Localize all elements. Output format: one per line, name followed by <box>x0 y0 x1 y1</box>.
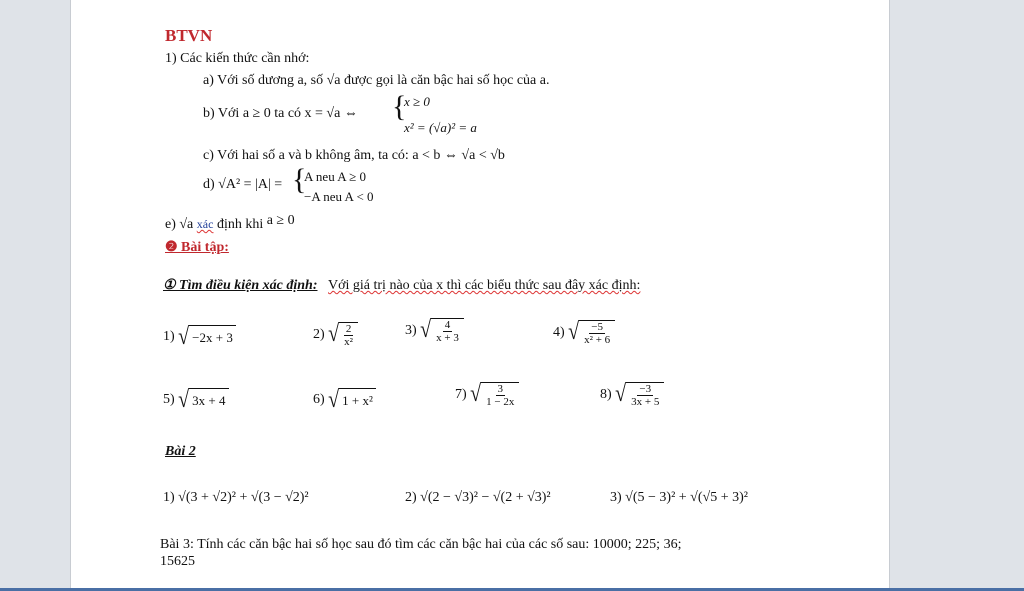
item-2-num: 2) <box>313 327 325 343</box>
item-3-denominator: x + 3 <box>436 332 459 344</box>
item-7: 7) √ $\frac{3}{1 - 2x}$ <box>455 382 519 408</box>
brace-b: { <box>392 90 407 123</box>
bai2-expr-2: 2) √(2 − √3)² − √(2 + √3)² <box>405 490 551 505</box>
doc-title: BTVN <box>165 26 213 45</box>
item-8-denominator: 3x + 5 <box>631 396 660 408</box>
item-4: 4) √ $\frac{-5}{\text{x² + 6}}$ <box>553 320 615 346</box>
item-2: 2) √ $\frac{2}{\text{x²}}$ <box>313 322 358 348</box>
item-3-num: 3) <box>405 323 417 339</box>
item-1-expr: −2x + 3 <box>189 325 236 349</box>
item-7-denominator: 1 − 2x <box>486 396 515 408</box>
item-5-num: 5) <box>163 392 175 408</box>
rule-e <box>165 213 295 233</box>
item-4-num: 4) <box>553 325 565 341</box>
item-5: 5) √ 3x + 4 <box>163 388 229 412</box>
rule-d-case2: −A neu A < 0 <box>304 189 374 204</box>
item-5-expr: 3x + 4 <box>189 388 228 412</box>
bai3-line1: Bài 3: Tính các căn bậc hai số học sau đó tìm các căn bậc hai của các số sau: 10000; 225; 36; <box>160 537 682 552</box>
rule-b: b) Với a ≥ 0 ta có x = √a ⇔ <box>203 106 358 121</box>
item-3: 3) √ $\frac{4}{x + 3}$ <box>405 318 464 344</box>
brace-d: { <box>292 163 307 196</box>
section-knowledge: 1) Các kiến thức cần nhớ: <box>165 51 310 66</box>
item-6-expr: 1 + x² <box>339 388 376 412</box>
item-1: 1) √ −2x + 3 <box>163 325 236 349</box>
rule-e-post: định khi <box>216 217 264 232</box>
item-2-denominator: x² <box>344 336 353 348</box>
bai3-line2: 15625 <box>160 554 195 569</box>
item-6: 6) √ 1 + x² <box>313 388 376 412</box>
item-6-num: 6) <box>313 392 325 408</box>
item-1-num: 1) <box>163 329 175 345</box>
rule-e-pre: e) √a <box>165 217 194 232</box>
item-4-numerator: −5 <box>591 321 604 333</box>
item-4-denominator: x² + 6 <box>584 334 611 346</box>
item-7-num: 7) <box>455 387 467 403</box>
task1-label: ① Tìm điều kiện xác định: <box>163 278 318 293</box>
bai2-heading: Bài 2 <box>165 444 196 459</box>
task1-text: Với giá trị nào của x thì các biểu thức sau đây xác định: <box>328 278 641 293</box>
item-3-numerator: 4 <box>444 319 451 331</box>
item-8-numerator: −3 <box>639 383 652 395</box>
item-2-numerator: 2 <box>345 323 352 335</box>
rule-b-case1: x ≥ 0 <box>404 94 430 109</box>
task1-line <box>163 278 640 294</box>
item-8: 8) √ $\frac{-3}{3x + 5}$ <box>600 382 664 408</box>
bai2-expr-3: 3) √(5 − 3)² + √(√5 + 3)² <box>610 490 748 505</box>
rule-b-case2: x² = (√a)² = a <box>404 120 477 135</box>
rule-a: a) Với số dương a, số √a được gọi là căn bậc hai số học của a. <box>203 73 550 88</box>
item-8-num: 8) <box>600 387 612 403</box>
rule-c: c) Với hai số a và b không âm, ta có: a < b ⇔ √a < √b <box>203 148 505 163</box>
item-7-numerator: 3 <box>497 383 504 395</box>
rule-d: d) √A² = |A| = <box>203 177 283 192</box>
rule-e-cond: a ≥ 0 <box>266 213 295 228</box>
rule-e-mid: xác <box>196 217 214 231</box>
exercise-heading: ❷ Bài tập: <box>165 240 229 255</box>
bai2-expr-1: 1) √(3 + √2)² + √(3 − √2)² <box>163 490 309 505</box>
rule-d-case1: A neu A ≥ 0 <box>304 169 367 184</box>
